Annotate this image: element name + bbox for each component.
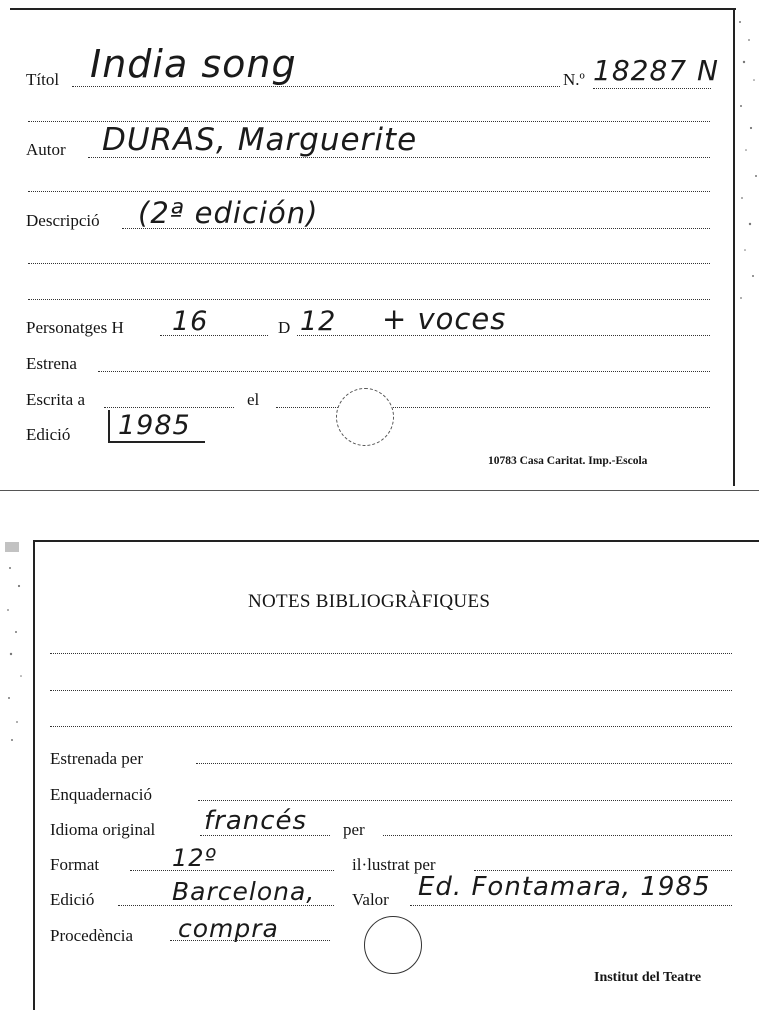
numero-label: N.º [563, 70, 585, 89]
escrita-line [104, 407, 234, 408]
edicio-label: Edició [26, 425, 71, 444]
autor-value: DURAS, Marguerite [102, 122, 418, 158]
valor-value: Ed. Fontamara, 1985 [418, 872, 711, 902]
estrena-label: Estrena [26, 354, 77, 373]
estrenada-line [196, 763, 732, 764]
illustrat-label: il·lustrat per [352, 855, 436, 874]
personatges-d-label: D [278, 318, 291, 337]
edicio-back-label: Edició [50, 890, 95, 909]
enquadernacio-line [198, 800, 732, 801]
printer-note: 10783 Casa Caritat. Imp.-Escola [488, 455, 648, 467]
titol-value: India song [90, 42, 297, 86]
card-top-edge [10, 8, 736, 10]
per-line [383, 835, 732, 836]
per-label: per [343, 820, 365, 839]
descripcio-value: (2ª edición) [138, 196, 319, 230]
catalog-card-front [0, 0, 759, 492]
valor-label: Valor [352, 890, 389, 909]
escrita-label: Escrita a [26, 390, 85, 409]
notes-line-1 [50, 653, 732, 654]
procedencia-value: compra [178, 914, 279, 943]
institution-label: Institut del Teatre [594, 970, 702, 985]
idioma-label: Idioma original [50, 820, 156, 839]
titol-label: Títol [26, 70, 60, 89]
enquadernacio-label: Enquadernació [50, 785, 152, 804]
punch-hole-circle [364, 916, 422, 974]
scan-speckle-left [2, 536, 28, 746]
edicio-value: 1985 [108, 410, 205, 443]
blank-line-2 [28, 191, 710, 192]
notes-heading: NOTES BIBLIOGRÀFIQUES [248, 591, 491, 612]
numero-line [593, 88, 711, 89]
estrenada-label: Estrenada per [50, 749, 143, 768]
personatges-h-value: 16 [172, 306, 209, 337]
valor-line [410, 905, 732, 906]
titol-line [72, 86, 560, 87]
format-line [130, 870, 334, 871]
format-label: Format [50, 855, 100, 874]
personatges-d-value: 12 [300, 306, 337, 337]
idioma-value: francés [204, 806, 308, 836]
punch-hole-circle [336, 388, 394, 446]
personatges-extra: + voces [382, 302, 507, 336]
personatges-label: Personatges H [26, 318, 124, 337]
el-label: el [247, 390, 260, 409]
blank-line-4 [28, 299, 710, 300]
card-bottom-edge [0, 490, 759, 491]
numero-value: 18287 N [593, 54, 719, 87]
estrena-line [98, 371, 710, 372]
descripcio-label: Descripció [26, 211, 100, 230]
edicio-back-value: Barcelona, [172, 877, 316, 906]
card-left-edge [33, 540, 35, 1010]
notes-line-3 [50, 726, 732, 727]
blank-line-3 [28, 263, 710, 264]
format-value: 12º [172, 844, 217, 872]
procedencia-label: Procedència [50, 926, 134, 945]
autor-label: Autor [26, 140, 66, 159]
scan-speckle-right [735, 10, 759, 310]
notes-line-2 [50, 690, 732, 691]
card-top-edge [34, 540, 759, 542]
illustrat-line [474, 870, 732, 871]
catalog-card-back [0, 500, 759, 1028]
